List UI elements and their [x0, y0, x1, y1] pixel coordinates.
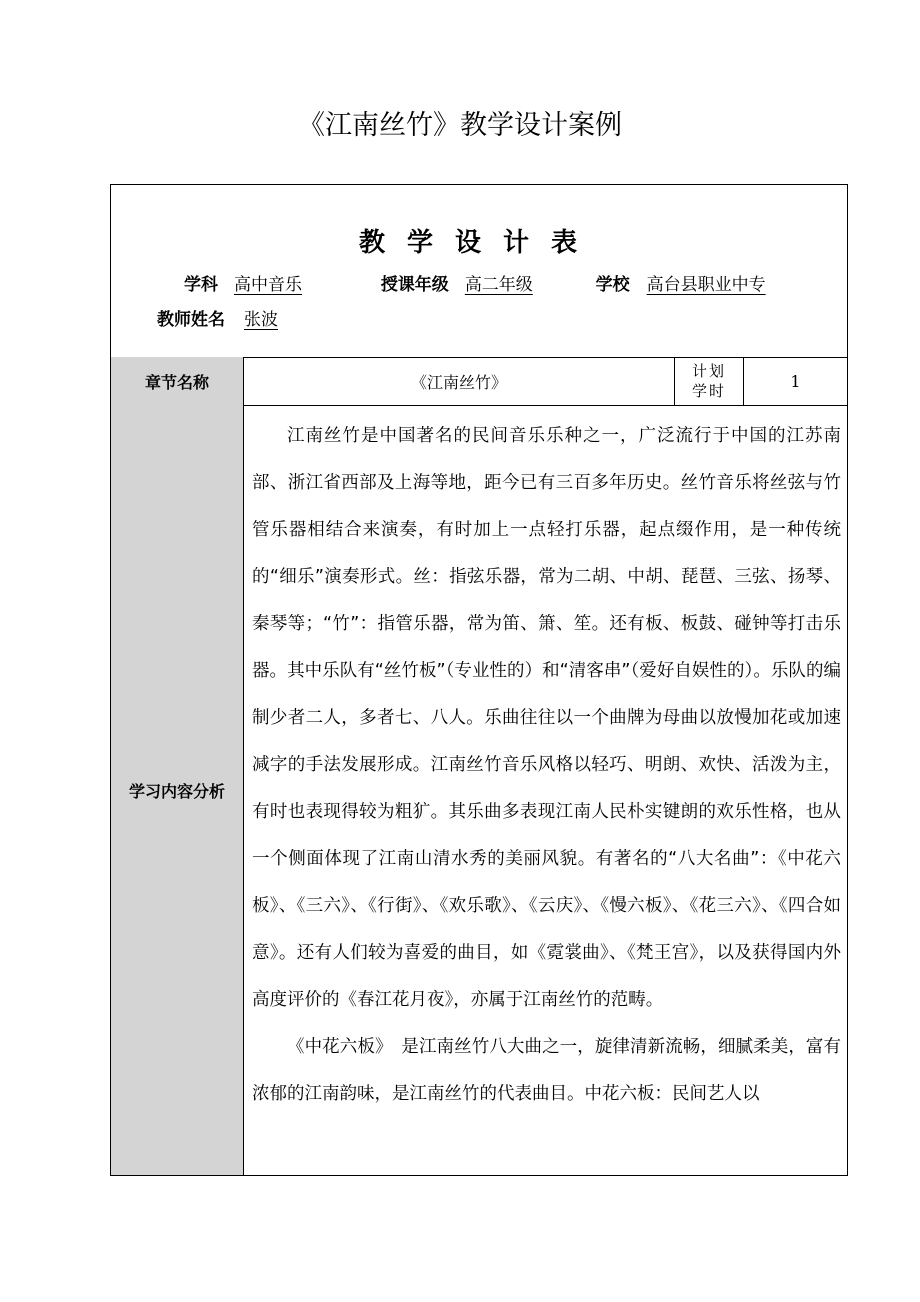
chapter-label: 章节名称: [111, 357, 244, 405]
meta-row-1: [184, 274, 770, 296]
content-analysis-label: 学习内容分析: [111, 405, 244, 1175]
school-label: 学校: [595, 275, 630, 295]
meta-row-2: [157, 309, 297, 331]
chapter-row: [111, 357, 847, 406]
document-title: 《江南丝竹》教学设计案例: [298, 110, 622, 141]
planned-hours-label: [674, 357, 744, 405]
teacher-label: 教师姓名: [157, 310, 225, 330]
grade-label: 授课年级: [380, 275, 449, 295]
content-analysis-row: [111, 405, 847, 1175]
subject-label: 学科: [184, 275, 218, 295]
teacher-value: 张波: [244, 310, 278, 330]
table-heading: 教学设计表: [358, 228, 599, 258]
subject-value: 高中音乐: [234, 275, 302, 295]
planned-hours-label-line2: 学时: [691, 382, 726, 400]
planned-hours-label-line1: 计划: [691, 362, 726, 380]
school-value: 高台县职业中专: [646, 275, 766, 295]
chapter-value: 《江南丝竹》: [410, 372, 507, 392]
analysis-paragraph-1: 江南丝竹是中国著名的民间音乐乐种之一，广泛流行于中国的江苏南部、浙江省西部及上海等地，距今已有三百多年历史。丝竹音乐将丝弦与竹管乐器相结合来演奏，有时加上一点轻打乐器，起点缀作用，是一种传统的“细乐”演奏形式。丝：指弦乐器，常为二胡、中胡、琵琶、三弦、扬琴、秦琴等；“竹”：指管乐器，常为笛、箫、笙。还有板、板鼓、碰钟等打击乐器。其中乐队有“丝竹板”（专业性的）和“清客串”（爱好自娱性的）。乐队的编制少者二人，多者七、八人。乐曲往往以一个曲牌为母曲以放慢加花或加速减字的手法发展形成。江南丝竹音乐风格以轻巧、明朗、欢快、活泼为主，有时也表现得较为粗犷。其乐曲多表现江南人民朴实键朗的欢乐性格，也从一个侧面体现了江南山清水秀的美丽风貌。有著名的“八大名曲”：《中花六板》、《三六》、《行街》、《欢乐歌》、《云庆》、《慢六板》、《花三六》、《四合如意》。还有人们较为喜爱的曲目，如《霓裳曲》、《梵王宫》，以及获得国内外高度评价的《春江花月夜》，亦属于江南丝竹的范畴。: [252, 426, 841, 1010]
grade-value: 高二年级: [464, 275, 533, 295]
content-analysis-text: [244, 405, 847, 1175]
planned-hours-value: 1: [790, 371, 801, 391]
analysis-paragraph-2: 《中花六板》 是江南丝竹八大曲之一，旋律清新流畅，细腻柔美，富有浓郁的江南韵味，是江南丝竹的代表曲目。中花六板：民间艺人以: [252, 1037, 841, 1104]
lesson-design-table: [110, 184, 848, 1176]
table-header: [111, 185, 847, 358]
